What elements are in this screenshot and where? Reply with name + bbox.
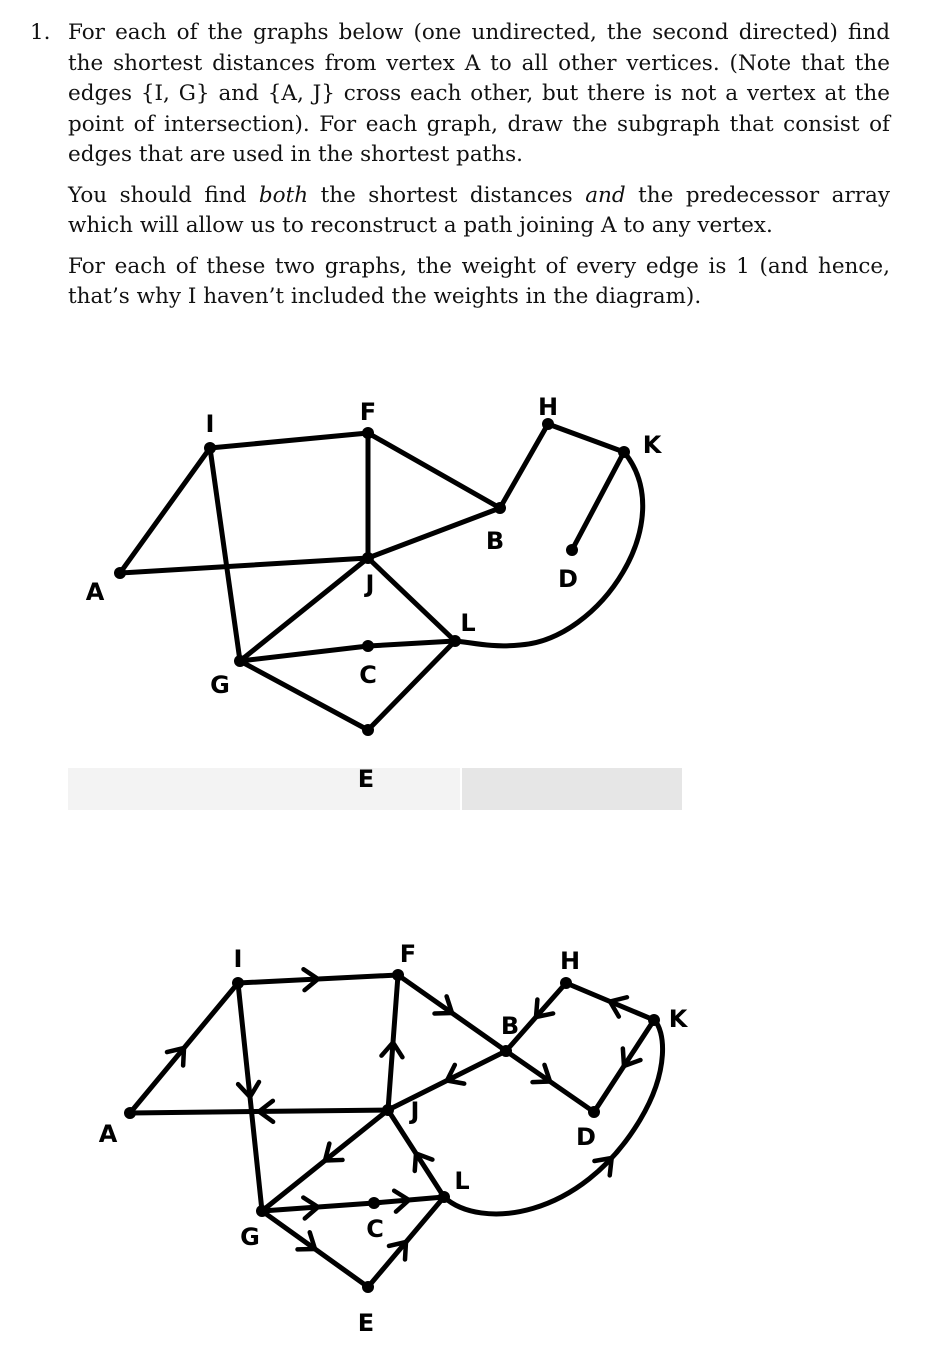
vertex-d — [566, 544, 578, 556]
edge-k-d — [572, 452, 624, 550]
problem-paragraph-1: For each of the graphs below (one undirected, the second directed) find the shortest distances from vertex A to all other vertices. (Note that the edges {I, G} and {A, J} cross each other, but there is not a vertex at the point of intersection). For each graph, draw the subgraph that consist of edges that are used in the shortest paths. — [68, 20, 890, 167]
vertex-b — [500, 1045, 512, 1057]
edge-l-k — [444, 1020, 663, 1214]
vertex-k — [618, 446, 630, 458]
edge-h-k — [548, 424, 624, 452]
vertex-label-e: E — [357, 765, 375, 793]
vertex-e — [362, 1281, 374, 1293]
vertex-f — [362, 427, 374, 439]
vertex-c — [362, 640, 374, 652]
vertex-label-j: J — [410, 1097, 420, 1125]
vertex-label-e: E — [357, 1309, 375, 1337]
edge-k-l — [455, 452, 643, 646]
vertex-label-a: A — [85, 578, 105, 606]
problem-statement — [30, 18, 890, 323]
vertex-i — [204, 442, 216, 454]
problem-number: 1. — [30, 20, 51, 45]
vertex-e — [362, 724, 374, 736]
problem-paragraph-3: For each of these two graphs, the weight of every edge is 1 (and hence, that’s why I haven’t included the weights in the diagram). — [68, 253, 890, 309]
vertex-label-h: H — [537, 393, 559, 421]
vertex-a — [114, 567, 126, 579]
edge-i-g — [210, 448, 240, 661]
vertex-label-c: C — [366, 1215, 384, 1243]
edge-b-h — [500, 424, 548, 508]
vertex-h — [560, 977, 572, 989]
vertex-j — [382, 1104, 394, 1116]
edge-j-l — [368, 558, 455, 641]
vertex-f — [392, 969, 404, 981]
vertex-a — [124, 1107, 136, 1119]
edge-e-l — [368, 641, 455, 730]
edge-i-f — [210, 433, 368, 448]
vertex-g — [234, 655, 246, 667]
vertex-i — [232, 977, 244, 989]
vertex-label-d: D — [576, 1123, 596, 1151]
vertex-label-k: K — [668, 1005, 688, 1033]
directed-graph — [0, 920, 942, 1360]
vertex-label-i: I — [205, 410, 215, 438]
vertex-label-g: G — [240, 1223, 260, 1251]
vertex-label-g: G — [210, 671, 230, 699]
undirected-graph — [0, 380, 942, 810]
edge-j-b — [368, 508, 500, 558]
vertex-label-l: L — [460, 609, 476, 637]
vertex-label-b: B — [500, 1012, 520, 1040]
edge-g-e — [240, 661, 368, 730]
vertex-j — [362, 552, 374, 564]
vertex-label-a: A — [98, 1120, 118, 1148]
vertex-b — [494, 502, 506, 514]
vertex-label-i: I — [233, 945, 243, 973]
vertex-label-c: C — [359, 661, 377, 689]
edge-c-l — [368, 641, 455, 646]
edge-a-i — [120, 448, 210, 573]
vertex-label-f: F — [399, 940, 417, 968]
vertex-label-d: D — [558, 565, 578, 593]
problem-paragraph-2: You should find both the shortest distances and the predecessor array which will allow us to reconstruct a path joining A to any vertex. — [68, 182, 890, 238]
vertex-l — [449, 635, 461, 647]
vertex-d — [588, 1106, 600, 1118]
vertex-label-j: J — [365, 570, 375, 598]
vertex-label-l: L — [454, 1167, 470, 1195]
vertex-k — [648, 1014, 660, 1026]
vertex-label-h: H — [559, 947, 581, 975]
vertex-c — [368, 1197, 380, 1209]
vertex-l — [438, 1191, 450, 1203]
vertex-g — [256, 1205, 268, 1217]
edge-f-b — [368, 433, 500, 508]
vertex-label-k: K — [642, 431, 662, 459]
vertex-label-b: B — [485, 527, 505, 555]
edge-a-j — [120, 558, 368, 573]
vertex-label-f: F — [359, 398, 377, 426]
edge-j-g — [240, 558, 368, 661]
